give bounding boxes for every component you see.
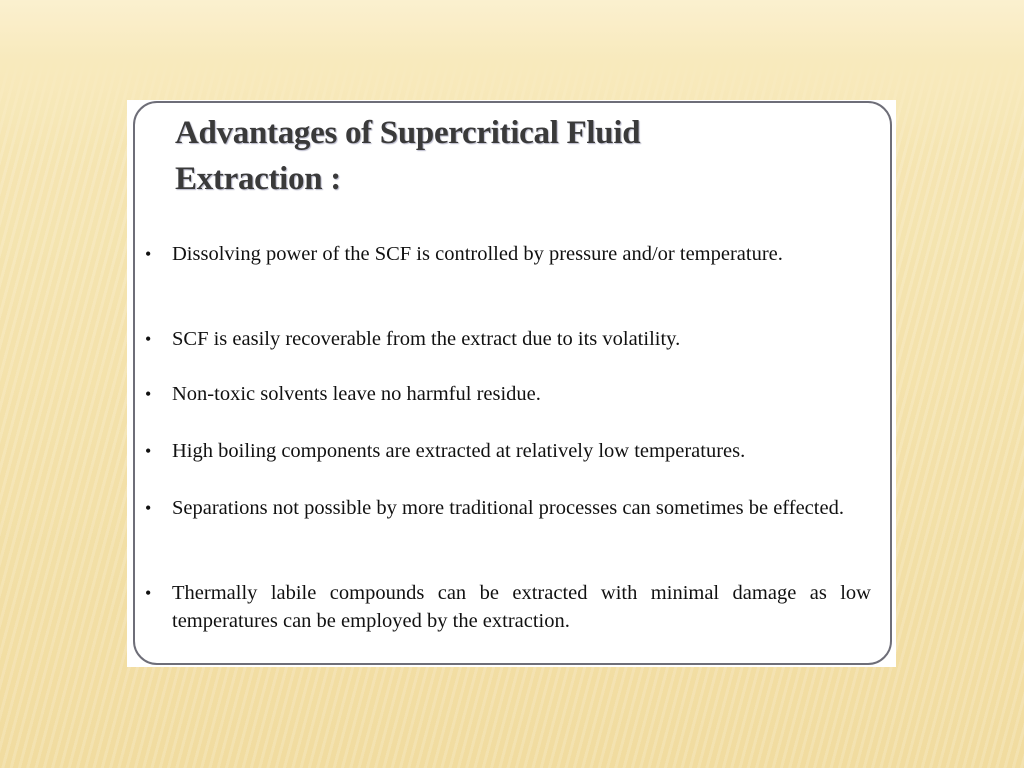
slide-title-line-2: Extraction : [175, 161, 341, 197]
bullet-item [145, 437, 871, 465]
slide-card [127, 100, 896, 667]
bullet-icon: • [145, 384, 152, 404]
bullet-text: High boiling components are extracted at relatively low temperatures. [172, 440, 746, 462]
bullet-icon: • [145, 498, 152, 518]
bullet-icon: • [145, 244, 152, 264]
slide-title-line-1: Advantages of Supercritical Fluid [175, 115, 641, 151]
bullet-item [145, 325, 871, 353]
bullet-item [145, 579, 871, 635]
bullet-text: Separations not possible by more traditional processes can sometimes be effected. [172, 497, 844, 519]
bullet-text: SCF is easily recoverable from the extract due to its volatility. [172, 328, 681, 350]
bullet-item [145, 240, 871, 268]
bullet-icon: • [145, 583, 152, 603]
bullet-text: Non-toxic solvents leave no harmful residue. [172, 383, 541, 405]
bullet-text: Thermally labile compounds can be extracted with minimal damage as low temperatures can be employed by the extraction. [172, 582, 871, 632]
bullet-icon: • [145, 441, 152, 461]
bullet-icon: • [145, 329, 152, 349]
bullet-text: Dissolving power of the SCF is controlled by pressure and/or temperature. [172, 243, 783, 265]
bullet-item [145, 494, 871, 522]
slide-title [175, 110, 640, 202]
bullet-item [145, 380, 871, 408]
